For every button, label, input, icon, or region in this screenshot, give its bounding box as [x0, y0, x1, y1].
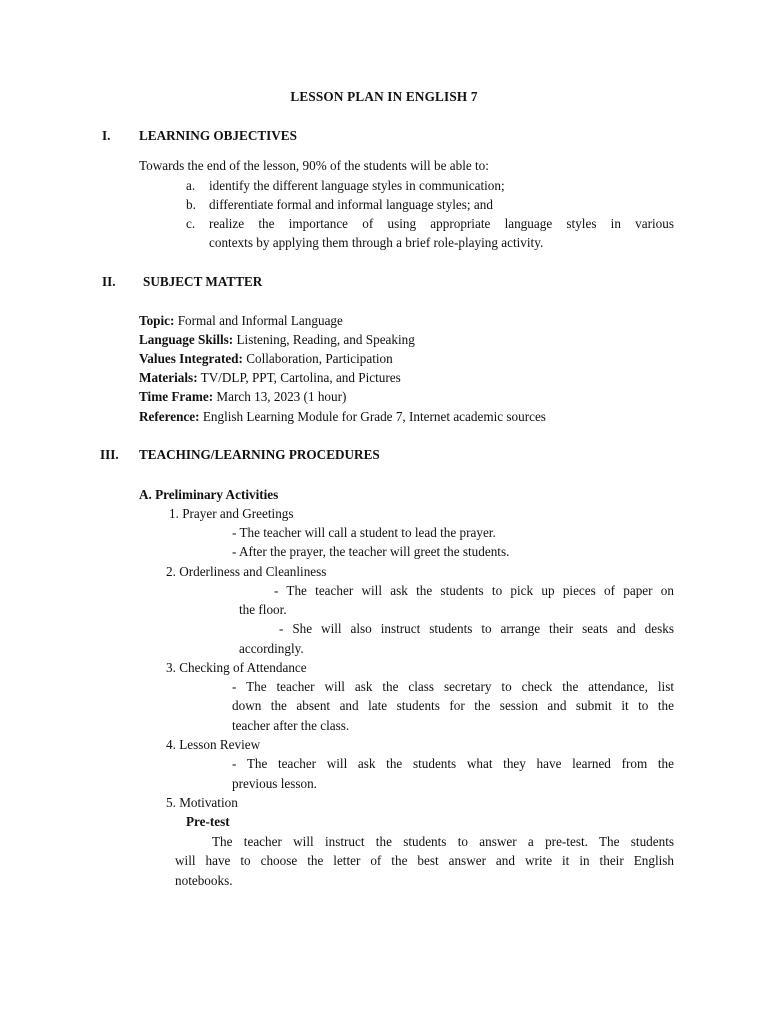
orderliness-line-2a: - She will also instruct students to arrange their seats and desks [279, 621, 674, 636]
reference-row [139, 407, 546, 426]
time-frame-label: Time Frame: [139, 389, 214, 404]
topic-row [139, 311, 343, 330]
attendance-line-3: teacher after the class. [232, 718, 350, 733]
objective-c-marker: c. [186, 216, 196, 231]
orderliness-line-1a: - The teacher will ask the students to pick up pieces of paper on [274, 583, 674, 598]
preliminary-activities-heading: A. Preliminary Activities [139, 487, 279, 502]
materials-value: TV/DLP, PPT, Cartolina, and Pictures [200, 370, 401, 385]
attendance-title: 3. Checking of Attendance [166, 660, 307, 675]
motivation-line-1: The teacher will instruct the students to answer a pre-test. The students [212, 834, 674, 849]
section-1-numeral: I. [102, 128, 111, 143]
review-line-1: - The teacher will ask the students what they have learned from the [232, 756, 674, 771]
objective-a-marker: a. [186, 178, 196, 193]
motivation-title: 5. Motivation [166, 795, 238, 810]
document-title: LESSON PLAN IN ENGLISH 7 [290, 89, 478, 104]
attendance-line-2: down the absent and late students for the session and submit it to the [232, 698, 674, 713]
reference-value: English Learning Module for Grade 7, Internet academic sources [202, 409, 546, 424]
section-1-heading: LEARNING OBJECTIVES [139, 128, 297, 143]
reference-label: Reference: [139, 409, 200, 424]
topic-value: Formal and Informal Language [177, 313, 343, 328]
materials-label: Materials: [139, 370, 198, 385]
time-frame-row [139, 387, 346, 406]
prayer-line-2: - After the prayer, the teacher will greet the students. [232, 544, 510, 559]
orderliness-line-2b: accordingly. [239, 641, 304, 656]
review-line-2: previous lesson. [232, 776, 317, 791]
section-2-numeral: II. [102, 274, 116, 289]
prayer-title: 1. Prayer and Greetings [169, 506, 294, 521]
section-3-heading: TEACHING/LEARNING PROCEDURES [139, 447, 380, 462]
review-title: 4. Lesson Review [166, 737, 261, 752]
time-frame-value: March 13, 2023 (1 hour) [216, 389, 347, 404]
topic-label: Topic: [139, 313, 175, 328]
prayer-line-1: - The teacher will call a student to lead the prayer. [232, 525, 496, 540]
pretest-label: Pre-test [186, 814, 230, 829]
objective-c-text-line1: realize the importance of using appropriate language styles in various [209, 216, 674, 231]
objective-c-text-line2: contexts by applying them through a brief role-playing activity. [209, 235, 544, 250]
language-skills-value: Listening, Reading, and Speaking [236, 332, 415, 347]
orderliness-title: 2. Orderliness and Cleanliness [166, 564, 327, 579]
objective-a-text: identify the different language styles in communication; [209, 178, 505, 193]
language-skills-label: Language Skills: [139, 332, 234, 347]
values-integrated-label: Values Integrated: [139, 351, 243, 366]
motivation-line-3: notebooks. [175, 873, 233, 888]
objective-b-text: differentiate formal and informal language styles; and [209, 197, 493, 212]
values-integrated-value: Collaboration, Participation [246, 351, 393, 366]
values-integrated-row [139, 349, 393, 368]
motivation-line-2: will have to choose the letter of the best answer and write it in their English [175, 853, 674, 868]
materials-row [139, 368, 401, 387]
objectives-intro: Towards the end of the lesson, 90% of the students will be able to: [139, 158, 489, 173]
attendance-line-1: - The teacher will ask the class secretary to check the attendance, list [232, 679, 674, 694]
section-3-numeral: III. [100, 447, 119, 462]
language-skills-row [139, 330, 415, 349]
orderliness-line-1b: the floor. [239, 602, 287, 617]
objective-b-marker: b. [186, 197, 196, 212]
section-2-heading: SUBJECT MATTER [143, 274, 263, 289]
